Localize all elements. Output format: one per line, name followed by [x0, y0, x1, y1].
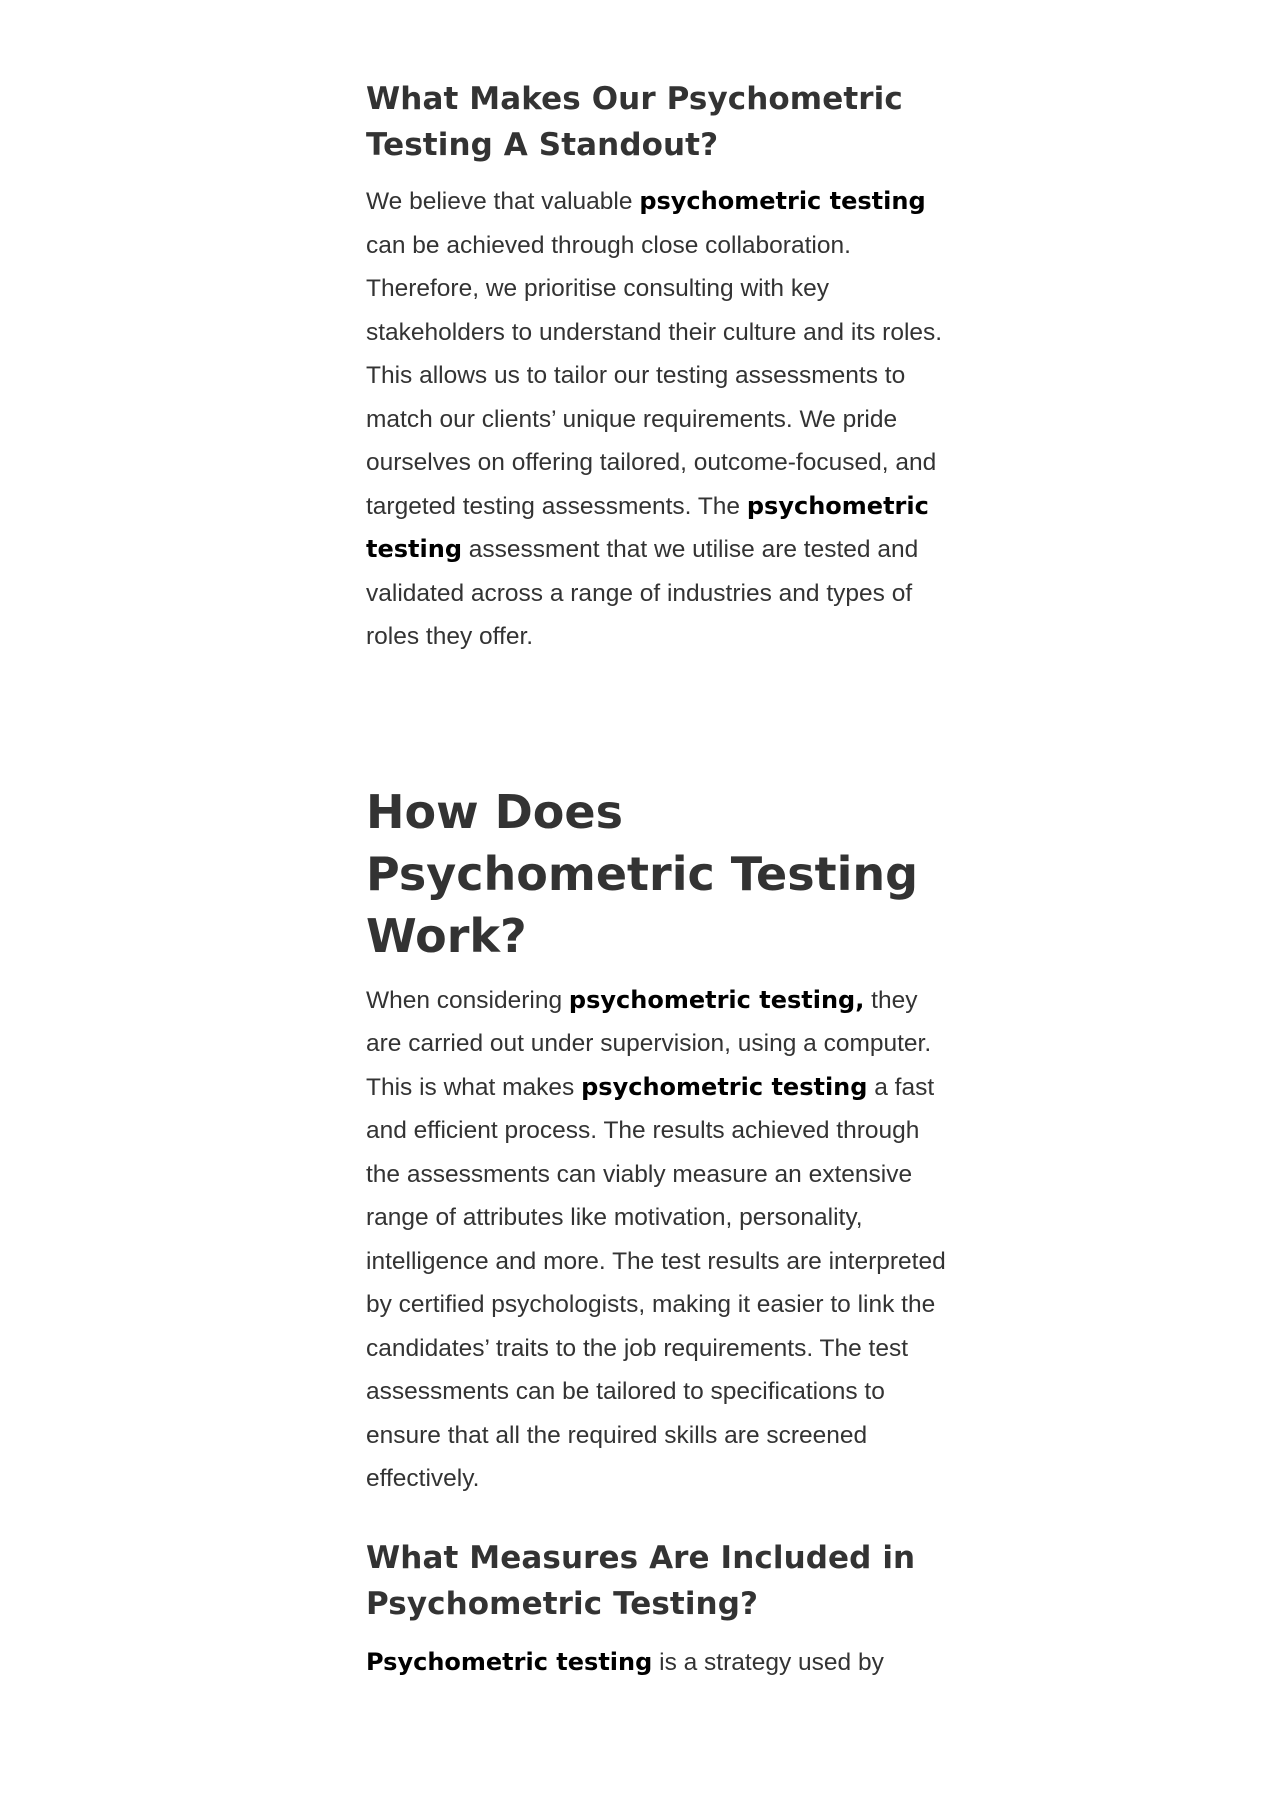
- section-paragraph-measures: [366, 1641, 956, 1685]
- bold-keyword: psychometric testing: [639, 187, 926, 215]
- section-paragraph-how: [366, 979, 956, 1501]
- text-run: a fast and efficient process. The results achieved through the assessments can viably measure an extensive range of attributes like motivation, personality, intelligence and more. The test results are interpreted by certified psychologists, making it easier to link the candidates’ traits to the job requirements. The test assessments can be tailored to specifications to ensure that all the required skills are screened effectively.: [366, 1073, 946, 1492]
- text-run: When considering: [366, 986, 569, 1014]
- article-content: [366, 76, 956, 1684]
- text-run: they are carried out under supervision, using a computer. This is what makes: [366, 986, 932, 1101]
- section-paragraph-standout: [366, 180, 956, 659]
- section-heading-standout: What Makes Our Psychometric Testing A Standout?: [366, 81, 903, 163]
- bold-keyword: psychometric testing,: [568, 985, 865, 1014]
- section-heading-measures: What Measures Are Included in Psychometric Testing?: [366, 1539, 916, 1622]
- text-run: assessment that we utilise are tested and validated across a range of industries and types of roles they offer.: [366, 536, 919, 650]
- text-run: We believe that valuable: [366, 188, 640, 215]
- text-run: is a strategy used by: [652, 1648, 884, 1676]
- bold-keyword: Psychometric testing: [366, 1647, 653, 1676]
- text-run: can be achieved through close collaboration. Therefore, we prioritise consulting with key stakeholders to understand their culture and its roles. This allows us to tailor our testing assessments to match our clients’ unique requirements. We pride ourselves on offering tailored, outcome-focused, and targeted testing assessments. The: [366, 231, 943, 520]
- bold-keyword: psychometric testing: [366, 491, 929, 563]
- section-heading-how: How Does Psychometric Testing Work?: [366, 784, 919, 963]
- bold-keyword: psychometric testing: [581, 1072, 868, 1101]
